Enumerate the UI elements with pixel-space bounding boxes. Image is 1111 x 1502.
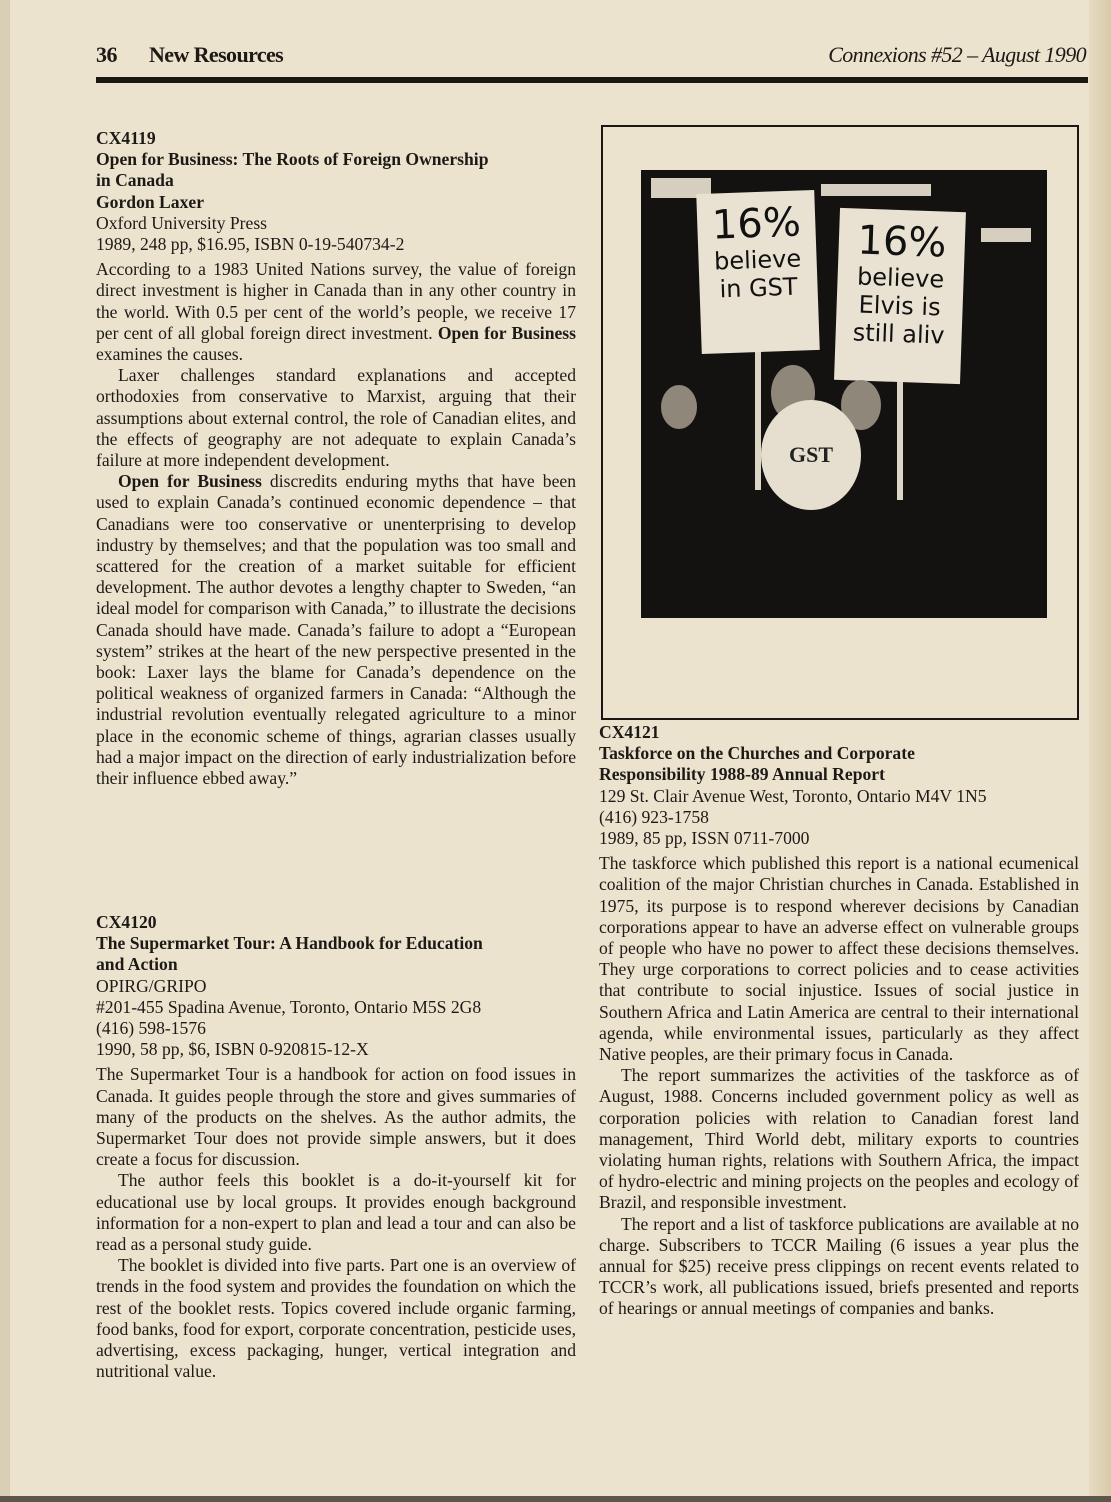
paper-edge <box>0 0 10 1502</box>
protest-photo <box>641 170 1047 618</box>
protester-face <box>661 385 697 429</box>
entry-phone: (416) 923-1758 <box>599 806 709 827</box>
paragraph: According to a 1983 United Nations survey, the value of foreign direct investment is higher in Canada than in any other country in the world. With 0.5 per cent of the world’s people, we receive 17 per cent of all global foreign direct investment. Open for Business examines the causes. <box>96 259 576 365</box>
paragraph: Open for Business discredits enduring myths that have been used to explain Canada’s continued economic dependence – that Canadians were too conservative or unenterprising to develop industry by themselves; and that the population was too small and scattered for the creation of a market suitable for efficient development. The author devotes a lengthy chapter to Sweden, “an ideal model for comparison with Canada,” to illustrate the decisions Canada should have made. Canada’s failure to adopt a “European system” strikes at the heart of the new perspective presented in the book: Laxer lays the blame for Canada’s dependence on the political weakness of organized farmers in Canada: “Although the industrial revolution eventually relegated agriculture to a minor place in the economic scheme of things, agrarian classes usually had a major impact on the direction of early industrialization before their influence ebbed away.” <box>96 471 576 789</box>
entry-title-line: and Action <box>96 954 178 975</box>
entry-author: Gordon Laxer <box>96 191 205 212</box>
photo-frame <box>601 125 1079 720</box>
paragraph: The Supermarket Tour is a handbook for action on food issues in Canada. It guides people through the store and gives summaries of many of the products on the shelves. As the author admits, the Supermarket Tour does not provide simple answers, but it does create a focus for discussion. <box>96 1064 576 1170</box>
entry-body <box>96 259 576 789</box>
entry-address: #201-455 Spadina Avenue, Toronto, Ontario M5S 2G8 <box>96 996 482 1017</box>
page-header <box>96 42 1086 72</box>
entry-cx4119 <box>96 128 576 789</box>
entry-title-line: Responsibility 1988-89 Annual Report <box>599 764 885 785</box>
entry-phone: (416) 598-1576 <box>96 1018 206 1039</box>
entry-details: 1989, 248 pp, $16.95, ISBN 0-19-540734-2 <box>96 234 405 255</box>
entry-title-line: Open for Business: The Roots of Foreign Ownership <box>96 149 489 170</box>
paragraph: The report summarizes the activities of the taskforce as of August, 1988. Concerns included government policy as well as corporation policies with relation to Canadian forest land management, Third World debt, military exports to countries violating human rights, relations with Southern Africa, the impact of hydro-electric and mining projects on the peoples and ecology of Brazil, and responsible investment. <box>599 1065 1079 1213</box>
entry-body <box>599 853 1079 1319</box>
entry-publisher: Oxford University Press <box>96 212 268 233</box>
protest-sign-elvis: 16% believe Elvis is still aliv <box>834 208 966 384</box>
paragraph: The author feels this booklet is a do-it-yourself kit for educational use by local groups. It provides enough background information for a non-expert to plan and lead a tour and can also be read as a personal study guide. <box>96 1170 576 1255</box>
entry-title-line: Taskforce on the Churches and Corporate <box>599 743 915 764</box>
paper-edge <box>1089 0 1111 1502</box>
building-window <box>821 184 931 196</box>
entry-publisher: OPIRG/GRIPO <box>96 975 207 996</box>
entry-details: 1989, 85 pp, ISSN 0711-7000 <box>599 828 810 849</box>
entry-id: CX4119 <box>96 128 156 148</box>
entry-cx4120 <box>96 912 576 1382</box>
section-title: New Resources <box>149 42 284 67</box>
building-window <box>981 228 1031 242</box>
page-number: 36 <box>96 42 117 67</box>
entry-cx4121 <box>599 722 1079 1320</box>
entry-id: CX4120 <box>96 912 157 932</box>
sign-pole <box>897 380 903 500</box>
entry-title-line: in Canada <box>96 170 174 191</box>
paragraph: The report and a list of taskforce publications are available at no charge. Subscribers to TCCR Mailing (6 issues a year plus the annual for $25) receive press clippings on recent events related to TCCR’s work, all publications issued, briefs presented and reports of hearings or annual meetings of companies and banks. <box>599 1213 1079 1319</box>
protest-sign-gst: 16% believe in GST <box>696 190 820 354</box>
issue-label: Connexions #52 – August 1990 <box>828 42 1086 67</box>
sign-pole <box>755 350 761 490</box>
paragraph: The booklet is divided into five parts. Part one is an overview of trends in the food system and provides the foundation on which the rest of the booklet rests. Topics covered include organic farming, food banks, food for export, corporate concentration, pesticide uses, advertising, excess packaging, hunger, vertical integration and nutritional value. <box>96 1255 576 1382</box>
header-rule <box>96 77 1088 83</box>
paragraph: The taskforce which published this report is a national ecumenical coalition of the major Christian churches in Canada. Established in 1975, its purpose is to respond wherever decisions by Canadian corporations appear to have an adverse effect on vulnerable groups of people who have no power to affect these decisions themselves. They urge corporations to correct policies and to cease activities that contribute to social injustice. Issues of social justice in Southern Africa and Latin America are central to their international agenda, while environmental issues, particularly as they affect Native peoples, are their primary focus in Canada. <box>599 853 1079 1065</box>
page-bottom-edge <box>0 1496 1111 1502</box>
entry-address: 129 St. Clair Avenue West, Toronto, Ontario M4V 1N5 <box>599 785 987 806</box>
entry-body <box>96 1064 576 1382</box>
paragraph: Laxer challenges standard explanations and accepted orthodoxies from conservative to Marxist, arguing that their assumptions about external control, the role of Canadian elites, and the effects of geography are not adequate to explain Canada’s failure at more independent development. <box>96 365 576 471</box>
entry-id: CX4121 <box>599 722 660 742</box>
entry-details: 1990, 58 pp, $6, ISBN 0-920815-12-X <box>96 1039 369 1060</box>
entry-title-line: The Supermarket Tour: A Handbook for Education <box>96 933 483 954</box>
gst-balloon: GST <box>761 400 861 510</box>
